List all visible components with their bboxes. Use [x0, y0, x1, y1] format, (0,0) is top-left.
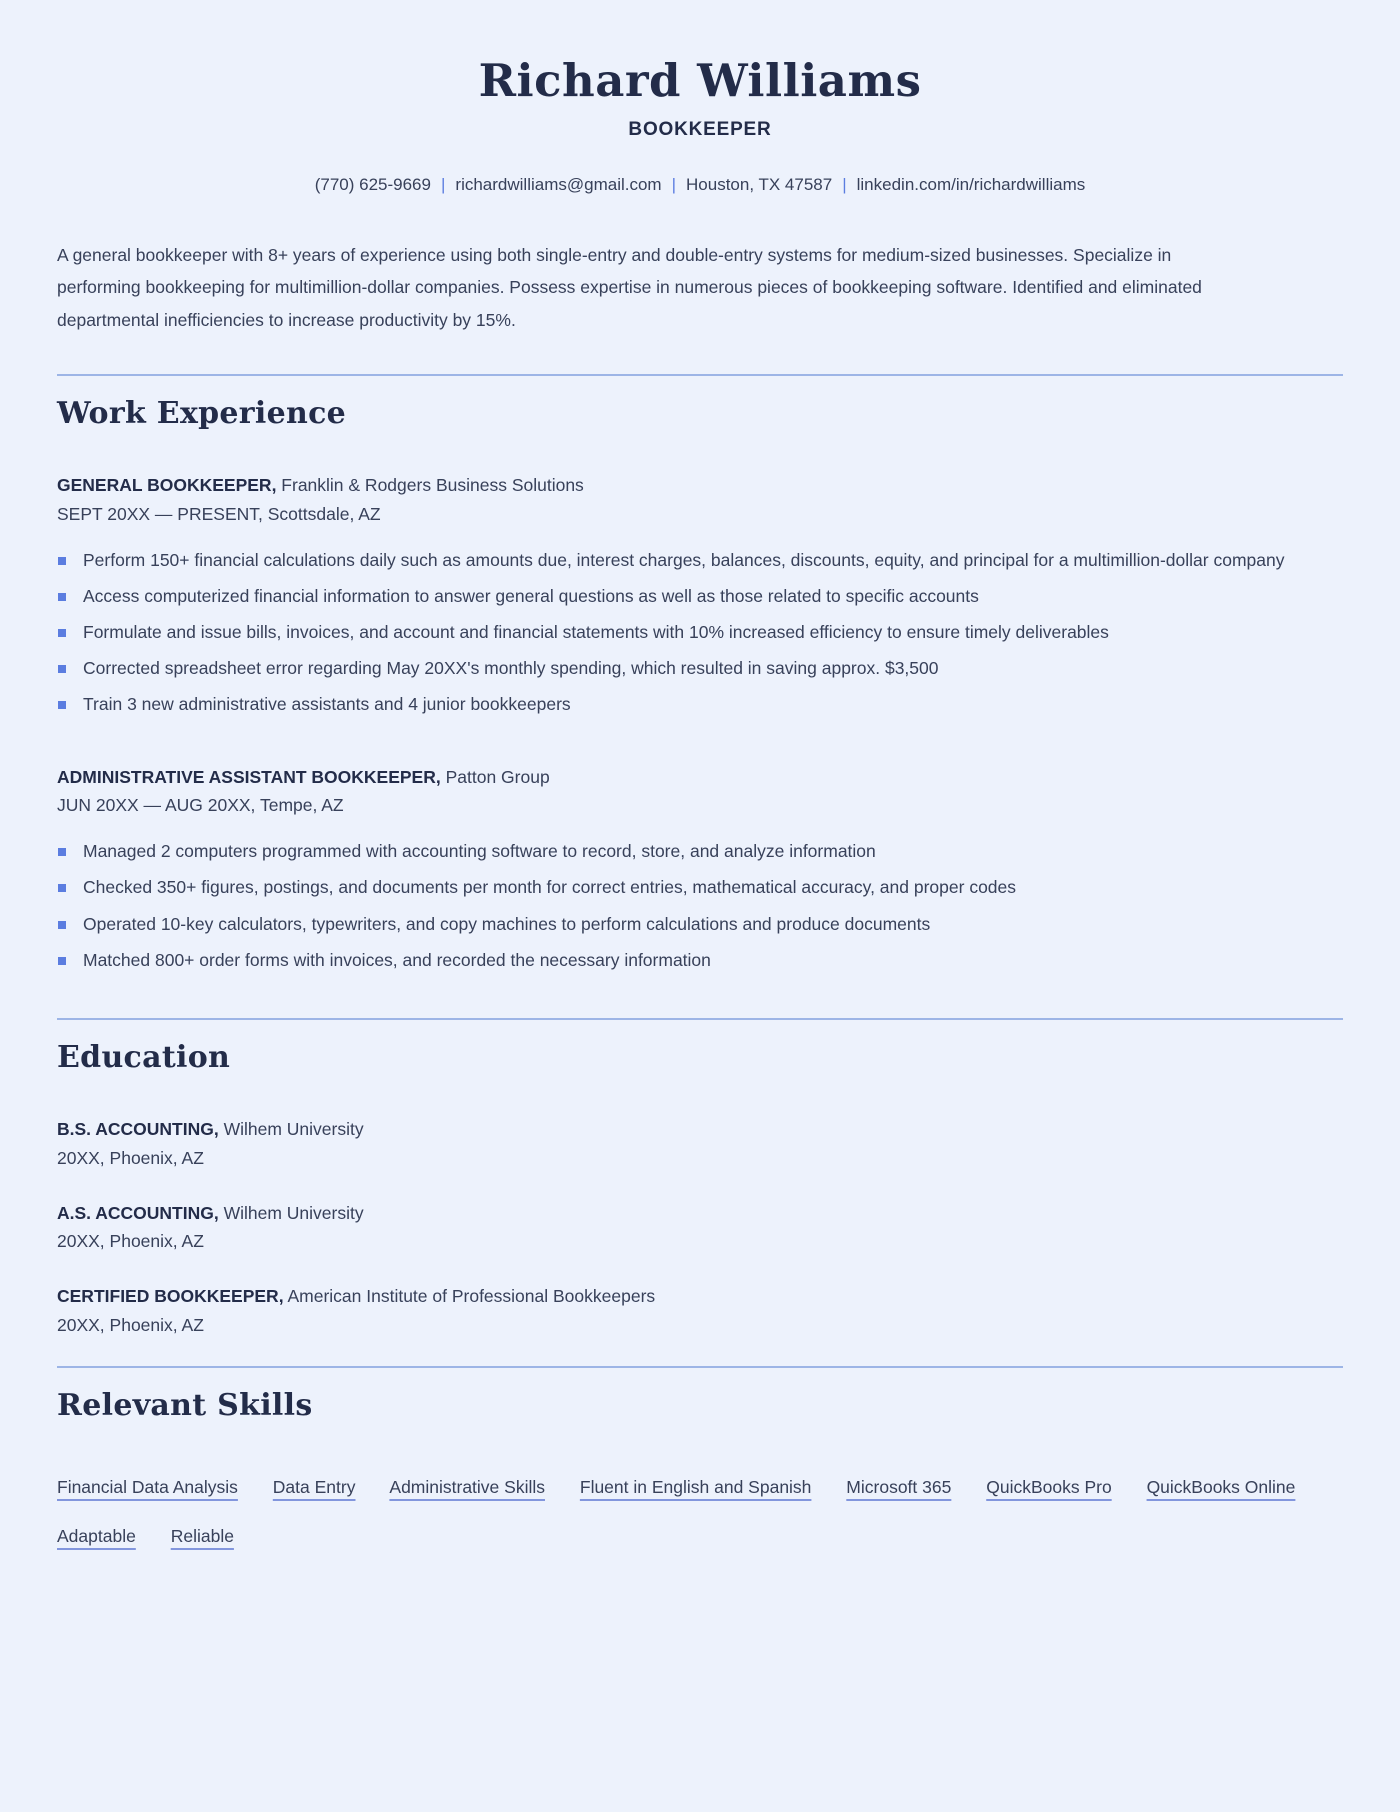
education-dates: 20XX, Phoenix, AZ	[57, 1147, 204, 1168]
skill-item[interactable]: Reliable	[170, 1526, 234, 1547]
bullet-square-icon	[58, 921, 66, 929]
job-bullet	[57, 655, 1343, 682]
job-bullet	[57, 619, 1343, 646]
bullet-square-icon	[58, 848, 66, 856]
contact-line	[57, 175, 1343, 195]
job-dates: JUN 20XX — AUG 20XX, Tempe, AZ	[57, 795, 344, 816]
person-title: BOOKKEEPER	[628, 118, 772, 140]
skill-item[interactable]: QuickBooks Online	[1146, 1477, 1296, 1498]
skill-item[interactable]: Microsoft 365	[846, 1477, 952, 1498]
skills-section	[57, 1388, 1343, 1561]
job-dates: SEPT 20XX — PRESENT, Scottsdale, AZ	[57, 504, 381, 525]
summary-paragraph: A general bookkeeper with 8+ years of experience using both single-entry and double-entry systems for medium-sized businesses. Specialize in performing bookkeeping for multimillion-dollar companies. Possess expertise in numerous pieces of bookkeeping software. Identified and eliminated departmental inefficiencies to increase productivity by 15%.	[57, 244, 1202, 330]
section-divider	[57, 374, 1343, 376]
education-dates: 20XX, Phoenix, AZ	[57, 1315, 204, 1336]
job-company: Patton Group	[440, 766, 550, 787]
job-bullet	[57, 874, 1343, 901]
education-heading: Education	[57, 1039, 231, 1075]
education-entry	[57, 1115, 1343, 1173]
education-degree: A.S. ACCOUNTING,	[57, 1202, 219, 1223]
education-school: American Institute of Professional Bookkeepers	[283, 1286, 656, 1307]
bullet-square-icon	[58, 629, 66, 637]
job-company: Franklin & Rodgers Business Solutions	[276, 475, 584, 496]
skill-item[interactable]: Adaptable	[57, 1526, 136, 1547]
skill-item[interactable]: Data Entry	[272, 1477, 356, 1498]
job-bullet-list	[57, 547, 1343, 719]
education-entry	[57, 1282, 1343, 1340]
education-degree: CERTIFIED BOOKKEEPER,	[57, 1286, 284, 1307]
job-entry	[57, 763, 1343, 974]
job-header	[57, 471, 1343, 529]
education-dates: 20XX, Phoenix, AZ	[57, 1231, 204, 1252]
job-bullet	[57, 838, 1343, 865]
job-bullet	[57, 547, 1343, 574]
job-bullet-text: Matched 800+ order forms with invoices, and recorded the necessary information	[83, 949, 711, 970]
skill-item[interactable]: QuickBooks Pro	[986, 1477, 1112, 1498]
job-bullet-text: Formulate and issue bills, invoices, and account and financial statements with 10% increased efficiency to ensure timely deliverables	[83, 622, 1109, 643]
person-name: Richard Williams	[478, 54, 922, 107]
job-role: GENERAL BOOKKEEPER,	[57, 475, 277, 496]
skill-item[interactable]: Financial Data Analysis	[57, 1477, 238, 1498]
job-header	[57, 763, 1343, 821]
contact-email: richardwilliams@gmail.com	[455, 174, 662, 194]
job-bullet	[57, 947, 1343, 974]
bullet-square-icon	[58, 557, 66, 565]
job-bullet-text: Train 3 new administrative assistants and 4 junior bookkeepers	[83, 694, 571, 715]
bullet-square-icon	[58, 665, 66, 673]
skills-heading: Relevant Skills	[57, 1388, 313, 1424]
job-bullet-text: Corrected spreadsheet error regarding May 20XX's monthly spending, which resulted in saving approx. $3,500	[83, 658, 939, 679]
education-school: Wilhem University	[218, 1202, 364, 1223]
job-bullet-text: Access computerized financial information to answer general questions as well as those related to specific accounts	[83, 586, 979, 607]
education-degree: B.S. ACCOUNTING,	[57, 1118, 219, 1139]
skill-item[interactable]: Fluent in English and Spanish	[579, 1477, 812, 1498]
job-bullet-text: Perform 150+ financial calculations daily such as amounts due, interest charges, balances, discounts, equity, and principal for a multimillion-dollar company	[83, 549, 1285, 570]
bullet-square-icon	[58, 593, 66, 601]
bullet-square-icon	[58, 701, 66, 709]
bullet-square-icon	[58, 957, 66, 965]
job-bullet	[57, 583, 1343, 610]
job-entry	[57, 471, 1343, 718]
education-section	[57, 1040, 1343, 1340]
job-bullet-list	[57, 838, 1343, 974]
work-experience-heading: Work Experience	[57, 396, 347, 432]
pipe-separator: |	[440, 174, 446, 194]
job-bullet-text: Operated 10-key calculators, typewriters, and copy machines to perform calculations and produce documents	[83, 913, 931, 934]
job-bullet	[57, 691, 1343, 718]
section-divider	[57, 1018, 1343, 1020]
pipe-separator: |	[671, 174, 677, 194]
bullet-square-icon	[58, 884, 66, 892]
contact-linkedin: linkedin.com/in/richardwilliams	[856, 174, 1086, 194]
job-role: ADMINISTRATIVE ASSISTANT BOOKKEEPER,	[57, 766, 441, 787]
education-school: Wilhem University	[218, 1118, 364, 1139]
job-bullet-text: Managed 2 computers programmed with accounting software to record, store, and analyze information	[83, 841, 876, 862]
education-entry	[57, 1199, 1343, 1257]
section-divider	[57, 1366, 1343, 1368]
skills-list	[57, 1463, 1343, 1561]
contact-location: Houston, TX 47587	[686, 174, 833, 194]
job-bullet	[57, 911, 1343, 938]
resume-header	[57, 56, 1343, 195]
pipe-separator: |	[842, 174, 847, 194]
work-experience-section	[57, 396, 1343, 974]
contact-phone: (770) 625-9669	[314, 174, 431, 194]
job-bullet-text: Checked 350+ figures, postings, and documents per month for correct entries, mathematical accuracy, and proper codes	[83, 877, 1017, 898]
skill-item[interactable]: Administrative Skills	[389, 1477, 545, 1498]
